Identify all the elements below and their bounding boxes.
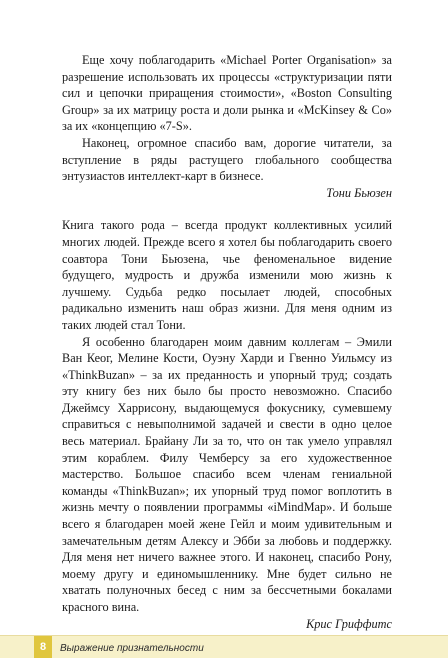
paragraph-colleagues: Я особенно благодарен моим давним коллегам – Эмили Ван Кеог, Мелине Кости, Оуэну Харди и Гвенно Уильмсу из «ThinkBuzan» – за их преданность и упорный труд; создать эту книгу без них было бы просто невозможно. Спасибо Джеймсу Харрисону, выдающемуся фокуснику, сумевшему справиться с невыполнимой задачей и свести в одно целое весь материал. Брайану Ли за то, что он так умело управлял этим кораблем. Филу Чемберсу за его художественное мастерство. Большое спасибо всем членам гениальной команды «ThinkBuzan»; их упорный труд помог воплотить в жизнь мечту о появлении программы «iMindMap». И больше всего я благодарен моей жене Гейл и моим удивительным и замечательным детям Алексу и Эбби за любовь и поддержку. Для меня нет ничего важнее этого. И наконец, спасибо Рону, моему другу и единомышленнику. Мне будет сильно не хватать полуночных бесед с ним за бессчетными бокалами красного вина. [62, 334, 392, 614]
paragraph-porter: Еще хочу поблагодарить «Michael Porter Organisation» за разрешение использовать их процессы «структуризации пяти сил и цепочки приращения стоимости», «Boston Consulting Group» за их матрицу роста и доли рынка и «McKinsey & Co» за их «концепцию «7-S». [62, 53, 392, 134]
page-number: 8 [34, 636, 52, 658]
signature-chris-griffiths: Крис Гриффитс [306, 616, 392, 631]
page-footer [0, 635, 448, 658]
running-title: Выражение признательности [60, 643, 204, 654]
paragraph-readers: Наконец, огромное спасибо вам, дорогие читатели, за вступление в ряды растущего глобального сообщества энтузиастов интеллект-карт в бизнесе. [62, 135, 392, 184]
paragraph-coauthor: Книга такого рода – всегда продукт коллективных усилий многих людей. Прежде всего я хотел бы поблагодарить своего соавтора Тони Бьюзена, чье феноменальное видение будущего, мудрость и дружба изменили мою жизнь к лучшему. Судьба редко посылает людей, способных радикально изменить наш образ жизни. Для меня одним из таких людей стал Тони. [62, 218, 392, 332]
body-text [62, 52, 392, 632]
section-gap [62, 201, 392, 217]
signature-tony-buzan: Тони Бьюзен [326, 185, 392, 200]
